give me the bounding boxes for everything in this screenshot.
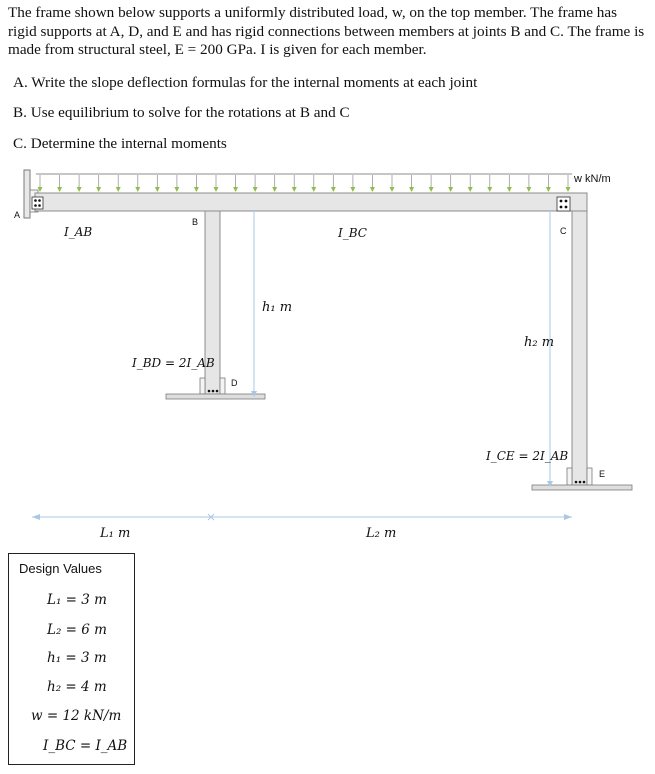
beam-ab-bc (35, 193, 587, 211)
load-arrow-head (233, 187, 238, 192)
joint-b-label: B (192, 217, 199, 227)
bolt-e-icon (583, 481, 586, 484)
load-arrow-head (155, 187, 160, 192)
load-arrow-head (116, 187, 121, 192)
design-value-l1: L₁ = 3 m (47, 592, 107, 608)
load-arrow-head (370, 187, 375, 192)
dim-h2-label: h₂ m (524, 335, 555, 350)
dim-l2-label: L₂ m (366, 526, 397, 541)
load-arrow-head (546, 187, 551, 192)
support-e-gusset-right (587, 468, 592, 485)
load-arrows (38, 175, 571, 192)
load-arrow-head (253, 187, 258, 192)
support-d-gusset-left (200, 378, 205, 394)
load-arrow-head (331, 187, 336, 192)
design-value-w: w = 12 kN/m (31, 708, 122, 724)
question-c: C. Determine the internal moments (13, 135, 227, 152)
load-arrow-head (96, 187, 101, 192)
load-arrow-head (390, 187, 395, 192)
load-label: w kN/m (574, 173, 611, 185)
question-b: B. Use equilibrium to solve for the rotations at B and C (13, 104, 350, 121)
load-arrow-head (292, 187, 297, 192)
dim-h1-label: h₁ m (262, 300, 293, 315)
load-arrow-head (448, 187, 453, 192)
support-d-base (166, 394, 265, 399)
load-arrow-head (57, 187, 62, 192)
load-arrow-head (566, 187, 571, 192)
load-arrow-head (468, 187, 473, 192)
load-arrow-head (429, 187, 434, 192)
dim-l1-label: L₁ m (100, 526, 131, 541)
member-bc-label: I_BC (338, 226, 367, 240)
bolt-e-icon (579, 481, 582, 484)
support-e-base (532, 485, 632, 490)
design-value-ibc: I_BC = I_AB (43, 738, 128, 754)
bolt-e-icon (575, 481, 578, 484)
problem-statement: The frame shown below supports a uniformly distributed load, w, on the top member. The frame has rigid supports at A, D, and E and has rigid connections between members at joints B and C. The frame is made from structural steel, E = 200 GPa. I is given for each member. (8, 4, 645, 58)
design-values-box (8, 553, 135, 765)
bolt-d-icon (208, 390, 211, 393)
design-value-h1: h₁ = 3 m (47, 650, 107, 666)
member-ce-label: I_CE = 2I_AB (486, 449, 569, 463)
support-e-gusset-left (567, 468, 572, 485)
bolt-d-icon (212, 390, 215, 393)
member-bd-label: I_BD = 2I_AB (132, 356, 215, 370)
load-arrow-head (214, 187, 219, 192)
bolt-d-icon (216, 390, 219, 393)
support-a-plate (24, 170, 30, 218)
design-value-l2: L₂ = 6 m (47, 622, 107, 638)
dim-l-arrow-right (564, 514, 572, 520)
load-arrow-head (526, 187, 531, 192)
joint-c-label: C (560, 226, 567, 236)
load-arrow-head (311, 187, 316, 192)
design-value-h2: h₂ = 4 m (47, 679, 107, 695)
bolt-c-icon (557, 197, 570, 211)
load-arrow-head (135, 187, 140, 192)
support-d-gusset-right (220, 378, 225, 394)
bolt-a-icon (32, 197, 43, 209)
joint-a-label: A (14, 210, 21, 220)
joint-d-label: D (231, 378, 238, 388)
load-arrow-head (77, 187, 82, 192)
question-a: A. Write the slope deflection formulas for the internal moments at each joint (13, 74, 478, 91)
load-arrow-head (487, 187, 492, 192)
load-arrow-head (409, 187, 414, 192)
load-arrow-head (272, 187, 277, 192)
dim-l-arrow-left (32, 514, 40, 520)
column-ce (572, 211, 587, 485)
joint-e-label: E (599, 469, 606, 479)
load-arrow-head (507, 187, 512, 192)
load-arrow-head (350, 187, 355, 192)
load-arrow-head (194, 187, 199, 192)
load-arrow-head (174, 187, 179, 192)
design-values-title: Design Values (19, 561, 102, 576)
distributed-load (36, 174, 572, 192)
member-ab-label: I_AB (64, 225, 93, 239)
